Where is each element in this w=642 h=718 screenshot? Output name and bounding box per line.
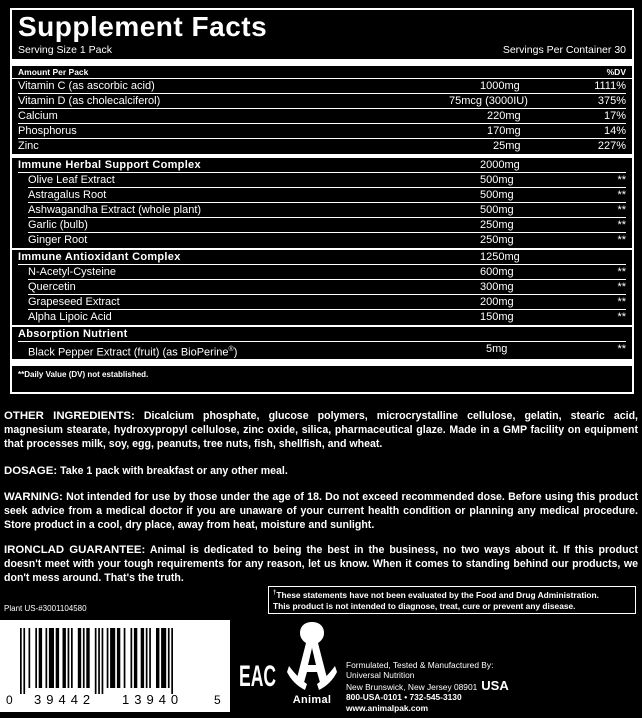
barcode-bar xyxy=(29,628,31,688)
barcode-bar xyxy=(56,628,59,688)
mfr-address: New Brunswick, New Jersey 08901 xyxy=(346,681,478,692)
ingredient-dv: ** xyxy=(617,174,626,186)
ingredient-row xyxy=(28,233,626,248)
nutrient-amount: 25mg xyxy=(493,140,521,152)
barcode-bar xyxy=(49,628,54,688)
ingredient-row xyxy=(28,280,626,295)
nutrient-row xyxy=(18,139,626,154)
thick-rule xyxy=(12,59,632,66)
mfr-website: www.animalpak.com xyxy=(346,702,429,713)
complex-amount: 2000mg xyxy=(480,159,520,171)
barcode-bar xyxy=(68,628,70,688)
barcode-bar xyxy=(168,628,170,688)
nutrient-name: Calcium xyxy=(18,110,58,122)
barcode-bar xyxy=(78,628,81,688)
dagger-mark: † xyxy=(273,590,277,596)
barcode-right-digit: 5 xyxy=(214,693,221,707)
dv-footnote: **Daily Value (DV) not established. xyxy=(18,370,149,379)
ingredient-dv: ** xyxy=(617,204,626,216)
warning xyxy=(4,490,638,533)
barcode-bar xyxy=(141,628,144,688)
ingredient-row xyxy=(28,173,626,188)
nutrient-amount: 220mg xyxy=(487,110,521,122)
nutrient-row xyxy=(18,109,626,124)
ingredient-dv: ** xyxy=(617,296,626,308)
barcode-bar xyxy=(161,628,166,688)
ingredient-dv: ** xyxy=(617,266,626,278)
other-ingredients xyxy=(4,409,638,452)
bioperine-text: Black Pepper Extract (fruit) (as BioPerine xyxy=(28,346,229,359)
ingredient-row xyxy=(28,295,626,310)
nutrient-name: Vitamin C (as ascorbic acid) xyxy=(18,80,155,92)
amount-header xyxy=(12,66,632,79)
disclaimer-line-1 xyxy=(273,588,631,601)
other-ingredients-label: OTHER INGREDIENTS: xyxy=(4,410,135,422)
dv-header-label: %DV xyxy=(606,67,626,77)
barcode-bar xyxy=(23,628,25,694)
ingredient-name: Garlic (bulb) xyxy=(28,219,88,231)
ingredient-dv: ** xyxy=(617,189,626,201)
barcode-left-group: 39442 xyxy=(34,692,96,707)
disclaimer-line-2: This product is not intended to diagnose, treat, cure or prevent any disease. xyxy=(273,600,576,611)
servings-per-container: Servings Per Container 30 xyxy=(502,44,626,56)
ingredient-name: Alpha Lipoic Acid xyxy=(28,311,112,323)
barcode-bar xyxy=(149,628,151,688)
barcode-bar xyxy=(156,628,159,688)
supplement-facts-panel xyxy=(10,8,634,394)
barcode-bar xyxy=(98,628,100,694)
ingredient-amount: 5mg xyxy=(486,343,508,355)
ingredient-dv: ** xyxy=(617,281,626,293)
barcode-bar xyxy=(95,628,97,694)
barcode-bar xyxy=(86,628,89,688)
ingredient-amount: 300mg xyxy=(480,281,514,293)
ingredient-name: N-Acetyl-Cysteine xyxy=(28,266,117,278)
eac-mark-icon xyxy=(239,660,277,693)
ingredient-name: Grapeseed Extract xyxy=(28,296,120,308)
barcode-left-digit: 0 xyxy=(6,693,13,707)
barcode-bar xyxy=(20,628,22,694)
ingredient-dv: ** xyxy=(617,234,626,246)
animal-logo-icon xyxy=(283,620,341,694)
ingredient-name: Ashwagandha Extract (whole plant) xyxy=(28,204,202,216)
ingredient-amount: 200mg xyxy=(480,296,514,308)
dosage xyxy=(4,464,638,478)
animal-wordmark: Animal xyxy=(292,694,332,706)
ingredient-row xyxy=(28,310,626,325)
barcode-right-group: 13940 xyxy=(122,692,184,707)
warning-text: Not intended for use by those under the age of 18. Do not exceed recommended dose. Before using this product seek advice from a medical doctor if you are unaware of your current health condition or planning any medical procedure. Store product in a cool, dry place, away from heat, moisture and sunlight. xyxy=(4,491,638,532)
nutrient-name: Vitamin D (as cholecalciferol) xyxy=(18,95,161,107)
ingredient-name: Quercetin xyxy=(28,281,76,293)
ingredient-amount: 500mg xyxy=(480,189,514,201)
nutrient-dv: 227% xyxy=(597,140,626,152)
nutrient-amount: 75mcg (3000IU) xyxy=(449,95,528,107)
ingredient-dv: ** xyxy=(617,311,626,323)
registered-mark: ® xyxy=(228,346,234,353)
bioperine-close: ) xyxy=(233,346,238,359)
ingredient-name: Ginger Root xyxy=(28,234,88,246)
other-ingredients-text: Dicalcium phosphate, glucose polymers, microcrystalline cellulose, gelatin, stearic acid, magnesium stearate, hydroxypropyl cellulose, zinc oxide, silica, pharmaceutical glaze. Made in a GMP facility on equipment that processes milk, soy, egg, peanuts, tree nuts, fish, shellfish, and wheat. xyxy=(4,410,638,451)
dosage-text: Take 1 pack with breakfast or any other meal. xyxy=(60,465,288,477)
facts-title: Supplement Facts xyxy=(18,11,268,42)
nutrient-dv: 14% xyxy=(603,125,626,137)
mfr-phone: 800-USA-0101 • 732-545-3130 xyxy=(346,692,462,703)
barcode-bar xyxy=(110,628,115,688)
ingredient-amount: 250mg xyxy=(480,234,514,246)
ingredient-name: Olive Leaf Extract xyxy=(28,174,115,186)
barcode-bar xyxy=(63,628,66,688)
ingredient-amount: 600mg xyxy=(480,266,514,278)
complex-amount: 1250mg xyxy=(480,251,520,263)
nutrient-name: Zinc xyxy=(18,140,39,152)
complex-row xyxy=(18,158,626,173)
barcode-bar xyxy=(39,628,42,688)
ingredient-amount: 500mg xyxy=(480,174,514,186)
ingredient-amount: 150mg xyxy=(480,311,514,323)
mfr-line-2: Universal Nutrition xyxy=(346,670,415,681)
barcode-bar xyxy=(46,628,48,688)
guarantee-text: Animal is dedicated to being the best in the business, no two ways about it. If this product doesn't meet with your tough requirements for any reason, let us know. When it comes to standing behind our products, we don't mess around. That's the truth. xyxy=(4,544,638,585)
ingredient-row xyxy=(28,218,626,233)
nutrient-row xyxy=(18,124,626,139)
nutrient-dv: 375% xyxy=(597,95,626,107)
mfr-line-1: Formulated, Tested & Manufactured By: xyxy=(346,660,494,670)
dosage-label: DOSAGE: xyxy=(4,465,58,477)
serving-size: Serving Size 1 Pack xyxy=(18,44,112,56)
fda-disclaimer xyxy=(268,586,636,614)
nutrient-dv: 1111% xyxy=(594,80,626,92)
complex-name: Immune Herbal Support Complex xyxy=(18,159,201,171)
ingredient-dv: ** xyxy=(617,343,626,355)
barcode-graphic xyxy=(0,620,230,712)
complex-row xyxy=(18,250,626,265)
nutrient-amount: 170mg xyxy=(487,125,521,137)
eac-text: EAC xyxy=(239,660,276,693)
barcode-bar xyxy=(71,628,73,688)
complex-name: Immune Antioxidant Complex xyxy=(18,251,181,263)
amount-per-pack-label: Amount Per Pack xyxy=(18,67,89,77)
barcode-bar xyxy=(35,628,37,688)
complex-name: Absorption Nutrient xyxy=(18,328,128,340)
nutrient-row xyxy=(18,94,626,109)
nutrient-name: Phosphorus xyxy=(18,125,77,137)
manufacturer-info xyxy=(346,660,509,713)
barcode-bar xyxy=(131,628,133,688)
nutrient-amount: 1000mg xyxy=(480,80,520,92)
complex-row xyxy=(18,327,626,342)
ingredient-amount: 500mg xyxy=(480,204,514,216)
ingredient-row xyxy=(28,188,626,203)
ingredient-row xyxy=(28,265,626,280)
barcode-bar xyxy=(117,628,120,688)
upc-barcode xyxy=(0,620,230,712)
barcode-bar xyxy=(171,628,173,694)
ingredient-amount: 250mg xyxy=(480,219,514,231)
barcode-bar xyxy=(83,628,85,688)
warning-label: WARNING: xyxy=(4,491,63,503)
disclaimer-text-1: These statements have not been evaluated by the Food and Drug Administration. xyxy=(276,589,599,600)
ingredient-row xyxy=(28,342,626,357)
mfr-line-3 xyxy=(346,677,509,693)
barcode-bar xyxy=(107,628,109,688)
barcode-bar xyxy=(102,628,104,694)
nutrient-dv: 17% xyxy=(603,110,626,122)
barcode-bar xyxy=(124,628,126,688)
guarantee xyxy=(4,543,638,586)
mfr-country: USA xyxy=(481,677,509,693)
barcode-bar xyxy=(146,628,148,688)
barcode-bar xyxy=(134,628,137,688)
nutrient-row xyxy=(18,79,626,94)
guarantee-label: IRONCLAD GUARANTEE: xyxy=(4,544,146,556)
ingredient-row xyxy=(28,203,626,218)
serving-row xyxy=(18,44,626,56)
ingredient-name xyxy=(28,342,237,361)
ingredient-name: Astragalus Root xyxy=(28,189,107,201)
plant-code: Plant US-#3001104580 xyxy=(4,604,87,613)
ingredient-dv: ** xyxy=(617,219,626,231)
